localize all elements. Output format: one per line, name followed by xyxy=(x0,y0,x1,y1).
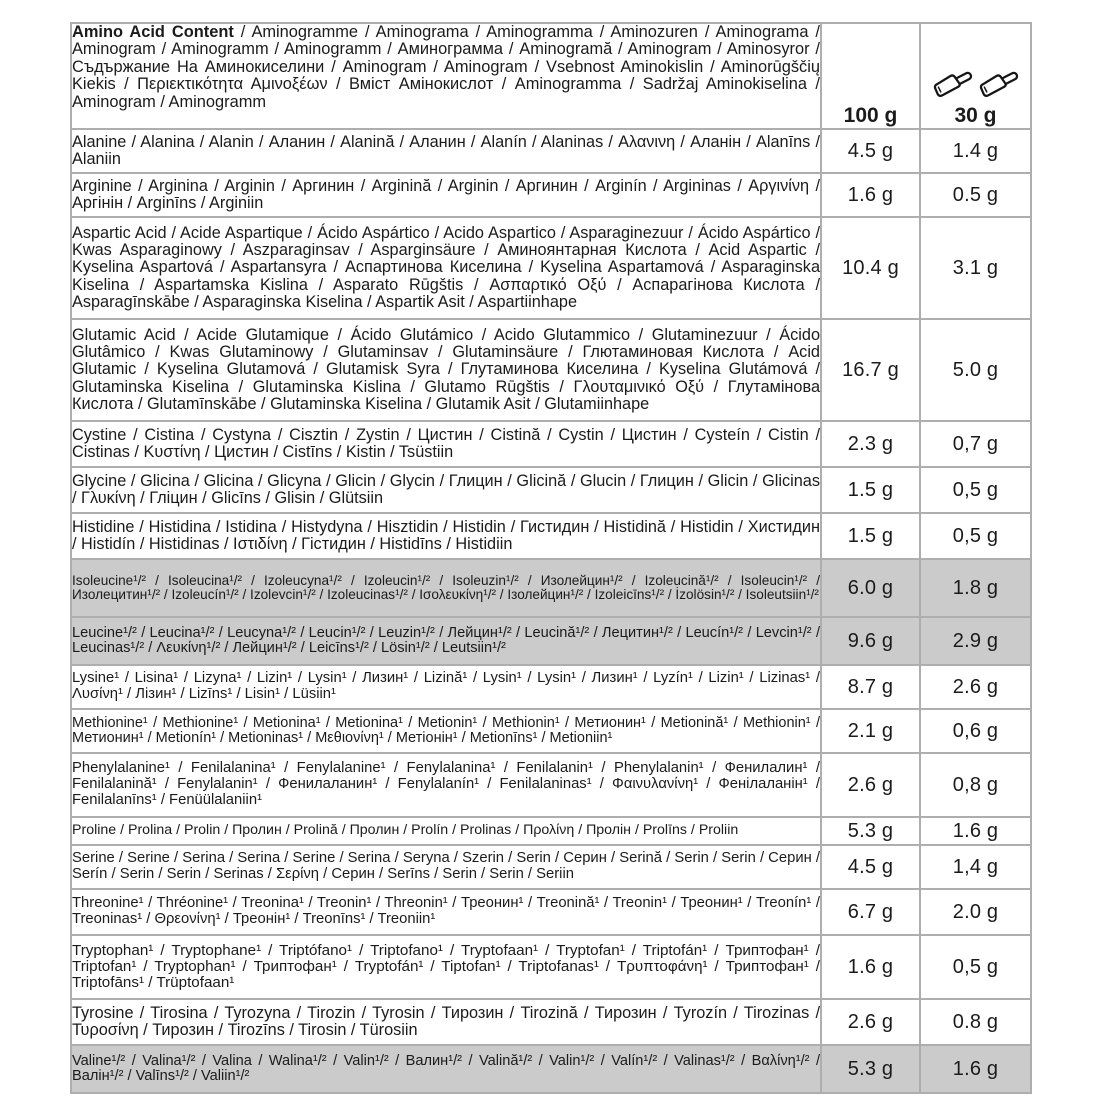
per-30g-value: 1.4 g xyxy=(920,129,1031,173)
amino-acid-table xyxy=(70,22,1032,1094)
per-30g-value: 0,6 g xyxy=(920,709,1031,753)
measuring-scoop-icon xyxy=(931,66,975,98)
per-100g-value: 5.3 g xyxy=(821,1045,920,1093)
per-100g-value: 1.5 g xyxy=(821,513,920,559)
per-100g-value: 2.1 g xyxy=(821,709,920,753)
table-title-cell xyxy=(71,23,821,129)
amino-acid-names: Proline / Prolina / Prolin / Пролин / Prolină / Пролин / Prolín / Prolinas / Προλίνη / Пролін / Prolīns / Proliin xyxy=(71,817,821,845)
table-row xyxy=(71,217,1031,319)
amino-acid-names: Tryptophan¹ / Tryptophane¹ / Triptófano¹ / Triptofano¹ / Tryptofaan¹ / Tryptofan¹ / Triptofán¹ / Триптофан¹ / Triptofan¹ / Tryptophan¹ / Триптофан¹ / Tryptofán¹ / Tiptofan¹ / Triptofanas¹ / Τρυπτοφάνη¹ / Триптофан¹ / Triptofāns¹ / Trüptofaan¹ xyxy=(71,935,821,999)
per-100g-value: 8.7 g xyxy=(821,665,920,709)
per-30g-value: 0.8 g xyxy=(920,999,1031,1045)
per-100g-value: 16.7 g xyxy=(821,319,920,421)
amino-acid-names: Phenylalanine¹ / Fenilalanina¹ / Fenylalanine¹ / Fenylalanina¹ / Fenilalanin¹ / Phenylalanin¹ / Фенилалин¹ / Fenilalanină¹ / Fenylalanin¹ / Фенилаланин¹ / Fenylalanín¹ / Fenilalaninas¹ / Φαινυλανίνη¹ / Фенілаланін¹ / Fenilalanīns¹ / Fenüülalaniin¹ xyxy=(71,753,821,817)
table-row xyxy=(71,889,1031,935)
per-30g-value: 0,5 g xyxy=(920,513,1031,559)
per-30g-value: 2.0 g xyxy=(920,889,1031,935)
per-30g-value: 2.6 g xyxy=(920,665,1031,709)
per-30g-value: 0,7 g xyxy=(920,421,1031,467)
amino-acid-names: Alanine / Alanina / Alanin / Аланин / Alanină / Аланин / Alanín / Alaninas / Αλανινη / Аланін / Alanīns / Alaniin xyxy=(71,129,821,173)
amino-acid-names: Lysine¹ / Lisina¹ / Lizyna¹ / Lizin¹ / Lysin¹ / Лизин¹ / Lizină¹ / Lysin¹ / Lysin¹ / Лизин¹ / Lyzín¹ / Lizin¹ / Lizinas¹ / Λυσίνη¹ / Лізин¹ / Lizīns¹ / Lisin¹ / Lüsiin¹ xyxy=(71,665,821,709)
amino-acid-names: Valine¹/² / Valina¹/² / Valina / Walina¹/² / Valin¹/² / Валин¹/² / Valină¹/² / Valin¹/² / Valín¹/² / Valinas¹/² / Βαλίνη¹/² / Валін¹/² / Valīns¹/² / Valiin¹/² xyxy=(71,1045,821,1093)
table-body xyxy=(71,129,1031,1093)
per-100g-value: 4.5 g xyxy=(821,129,920,173)
amino-acid-names: Leucine¹/² / Leucina¹/² / Leucyna¹/² / Leucin¹/² / Leuzin¹/² / Лейцин¹/² / Leucină¹/² / Лецитин¹/² / Leucín¹/² / Levcin¹/² / Leucinas¹/² / Λευκίνη¹/² / Лейцин¹/² / Leicīns¹/² / Lösin¹/² / Leutsiin¹/² xyxy=(71,617,821,665)
table-row xyxy=(71,999,1031,1045)
scoop-icons xyxy=(921,66,1030,98)
per-100g-value: 10.4 g xyxy=(821,217,920,319)
per-30g-value: 0,8 g xyxy=(920,753,1031,817)
per-100g-value: 1.6 g xyxy=(821,173,920,217)
measuring-scoop-icon xyxy=(977,66,1021,98)
per-100g-value: 2.6 g xyxy=(821,999,920,1045)
table-row xyxy=(71,173,1031,217)
amino-acid-names: Cystine / Cistina / Cystyna / Cisztin / Zystin / Цистин / Cistină / Cystin / Цистин / Cysteín / Cistin / Cistinas / Κυστίνη / Цистин / Cistīns / Kistin / Tsüstiin xyxy=(71,421,821,467)
table-row xyxy=(71,319,1031,421)
header-row xyxy=(71,23,1031,129)
amino-acid-names: Serine / Serine / Serina / Serina / Serine / Serina / Seryna / Szerin / Serin / Серин / Serină / Serin / Serin / Серин / Serín / Serin / Serin / Serinas / Σερίνη / Серин / Serīns / Serin / Serin / Seriin xyxy=(71,845,821,889)
table-row xyxy=(71,935,1031,999)
per-30g-value: 5.0 g xyxy=(920,319,1031,421)
per-100g-value: 2.6 g xyxy=(821,753,920,817)
table-row xyxy=(71,467,1031,513)
table-row xyxy=(71,817,1031,845)
table-row xyxy=(71,559,1031,617)
amino-acid-names: Aspartic Acid / Acide Aspartique / Ácido Aspártico / Acido Aspartico / Asparaginezuur / Ácido Aspártico / Kwas Asparaginowy / Aszparaginsav / Asparginsäure / Аминоянтарная Кислота / Acid Aspartic / Kyselina Aspartová / Aspartansyra / Аспартинова Киселина / Kyselina Aspartamová / Asparaginska Kiselina / Aspartamska Kislina / Asparato Rūgštis / Ασπαρτικό Οξύ / Аспарагінова Кислота / Asparagīnskābe / Asparaginska Kiselina / Aspartik Asit / Aspartiinhape xyxy=(71,217,821,319)
column-header-30g xyxy=(920,23,1031,129)
table-row xyxy=(71,709,1031,753)
table-row xyxy=(71,845,1031,889)
column-header-100g xyxy=(821,23,920,129)
per-30g-value: 0,5 g xyxy=(920,467,1031,513)
amino-acid-names: Arginine / Arginina / Arginin / Аргинин / Arginină / Arginin / Аргинин / Arginín / Argininas / Αργινίνη / Аргінін / Arginīns / Arginiin xyxy=(71,173,821,217)
per-100g-value: 5.3 g xyxy=(821,817,920,845)
table-row xyxy=(71,665,1031,709)
per-100g-value: 2.3 g xyxy=(821,421,920,467)
amino-acid-names: Histidine / Histidina / Istidina / Histydyna / Hisztidin / Histidin / Гистидин / Histidină / Histidin / Хистидин / Histidín / Histidinas / Ιστιδίνη / Гістидин / Histidīns / Histidiin xyxy=(71,513,821,559)
amino-acid-names: Threonine¹ / Thréonine¹ / Treonina¹ / Treonin¹ / Threonin¹ / Треонин¹ / Treonină¹ / Treonin¹ / Треонин¹ / Treonín¹ / Treoninas¹ / Θρεονίνη¹ / Треонін¹ / Treonīns¹ / Treoniin¹ xyxy=(71,889,821,935)
per-100g-value: 1.6 g xyxy=(821,935,920,999)
table-row xyxy=(71,513,1031,559)
per-30g-value: 1.8 g xyxy=(920,559,1031,617)
table-row xyxy=(71,617,1031,665)
table-row xyxy=(71,421,1031,467)
per-30g-value: 3.1 g xyxy=(920,217,1031,319)
per-30g-value: 0.5 g xyxy=(920,173,1031,217)
amino-acid-names: Glutamic Acid / Acide Glutamique / Ácido Glutámico / Acido Glutammico / Glutaminezuur / Ácido Glutâmico / Kwas Glutaminowy / Glutaminsav / Glutaminsäure / Глютаминовая Кислота / Acid Glutamic / Kyselina Glutamová / Glutamisk Syra / Глутаминова Киселина / Kyselina Glutámová / Glutaminska Kiselina / Glutaminska Kislina / Glutamo Rūgštis / Γλουταμινικό Οξύ / Глутамінова Кислота / Glutamīnskābe / Glutaminska Kiselina / Glutamik Asit / Glutamiinhape xyxy=(71,319,821,421)
column-30g-label: 30 g xyxy=(954,104,997,127)
per-100g-value: 6.7 g xyxy=(821,889,920,935)
amino-acid-names: Tyrosine / Tirosina / Tyrozyna / Tirozin / Tyrosin / Тирозин / Tirozină / Тирозин / Tyrozín / Tirozinas / Τυροσίνη / Тирозин / Tirozīns / Tirosin / Türosiin xyxy=(71,999,821,1045)
table-row xyxy=(71,129,1031,173)
table-header xyxy=(71,23,1031,129)
per-30g-value: 2.9 g xyxy=(920,617,1031,665)
per-30g-value: 0,5 g xyxy=(920,935,1031,999)
per-30g-value: 1.6 g xyxy=(920,817,1031,845)
table-row xyxy=(71,1045,1031,1093)
amino-acid-names: Methionine¹ / Methionine¹ / Metionina¹ / Metionina¹ / Metionin¹ / Methionin¹ / Метионин¹ / Metionină¹ / Methionin¹ / Метионин¹ / Metionín¹ / Metioninas¹ / Μεθιονίνη¹ / Метіонін¹ / Metionīns¹ / Metioniin¹ xyxy=(71,709,821,753)
table-row xyxy=(71,753,1031,817)
per-100g-value: 6.0 g xyxy=(821,559,920,617)
per-30g-value: 1,4 g xyxy=(920,845,1031,889)
per-30g-value: 1.6 g xyxy=(920,1045,1031,1093)
table-title: Amino Acid Content xyxy=(72,23,234,41)
per-100g-value: 9.6 g xyxy=(821,617,920,665)
per-100g-value: 4.5 g xyxy=(821,845,920,889)
amino-acid-names: Glycine / Glicina / Glicina / Glicyna / Glicin / Glycin / Глицин / Glicină / Glucin / Глицин / Glicin / Glicinas / Γλυκίνη / Гліцин / Glicīns / Glisin / Glütsiin xyxy=(71,467,821,513)
per-100g-value: 1.5 g xyxy=(821,467,920,513)
amino-acid-names: Isoleucine¹/² / Isoleucina¹/² / Izoleucyna¹/² / Izoleucin¹/² / Isoleuzin¹/² / Изолейцин¹/² / Izoleucină¹/² / Isoleucin¹/² / Изолецитин¹/² / Izoleucín¹/² / Izolevcin¹/² / Izoleucinas¹/² / Ισολευκίνη¹/² / Ізолейцин¹/² / Izoleicīns¹/² / İzolösin¹/² / Isoleutsiin¹/² xyxy=(71,559,821,617)
column-100g-label: 100 g xyxy=(843,104,898,127)
table-title-translations: / Aminogramme / Aminograma / Aminogramma / Aminozuren / Aminograma / Aminogram / Aminogramm / Aminogramm / Аминограмма / Aminogramă / Aminogram / Aminosyror / Съдържание На Аминокиселини / Aminogram / Aminogram / Vsebnost Aminokislin / Aminorūgščių Kiekis / Περιεκτικότητα Αμινοξέων / Вміст Амінокислот / Aminogramma / Sadržaj Aminokiselina / Aminogram / Aminogramm xyxy=(72,23,820,111)
